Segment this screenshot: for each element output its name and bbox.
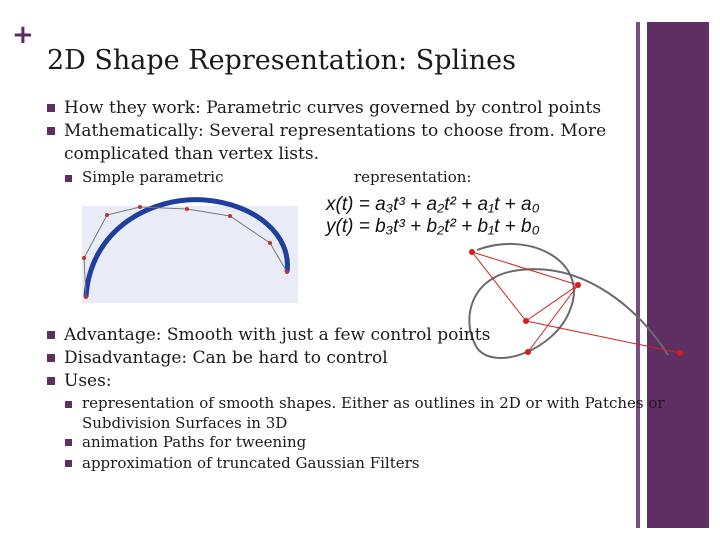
bullet-mathematically: Mathematically: Several representations to choose from. More	[64, 121, 607, 141]
sub-bullet-smooth-shapes: representation of smooth shapes. Either as outlines in 2D or with Patches or	[82, 394, 665, 412]
equation-x: x(t) = a₃t³ + a₂t² + a₁t + a₀	[326, 194, 540, 215]
bullet-how-they-work: How they work: Parametric curves governed by control points	[64, 98, 602, 118]
sub-bullet-marker	[65, 460, 72, 467]
gray-spline-curve	[469, 244, 668, 358]
sub-bullet-simple-parametric: Simple parametric	[82, 168, 224, 186]
bullet-marker	[47, 354, 55, 362]
slide-title: 2D Shape Representation: Splines	[47, 45, 516, 76]
sub-bullet-marker	[65, 439, 72, 446]
red-control-points	[469, 249, 683, 356]
sub-bullet-smooth-shapes-cont: Subdivision Surfaces in 3D	[82, 414, 288, 432]
bullet-mathematically-cont: complicated than vertex lists.	[64, 144, 319, 164]
plus-icon: +	[12, 20, 34, 50]
sub-bullet-representation: representation:	[354, 168, 472, 186]
bullet-disadvantage: Disadvantage: Can be hard to control	[64, 348, 388, 368]
red-control-polygon	[472, 252, 680, 353]
bullet-marker	[47, 331, 55, 339]
bullet-advantage: Advantage: Smooth with just a few control points	[64, 325, 491, 345]
bullet-marker	[47, 377, 55, 385]
sub-bullet-marker	[65, 401, 72, 408]
equation-y: y(t) = b₃t³ + b₂t² + b₁t + b₀	[326, 216, 540, 237]
bullet-uses: Uses:	[64, 371, 112, 391]
sub-bullet-gaussian-filters: approximation of truncated Gaussian Filters	[82, 454, 420, 472]
sub-bullet-animation-paths: animation Paths for tweening	[82, 433, 307, 451]
